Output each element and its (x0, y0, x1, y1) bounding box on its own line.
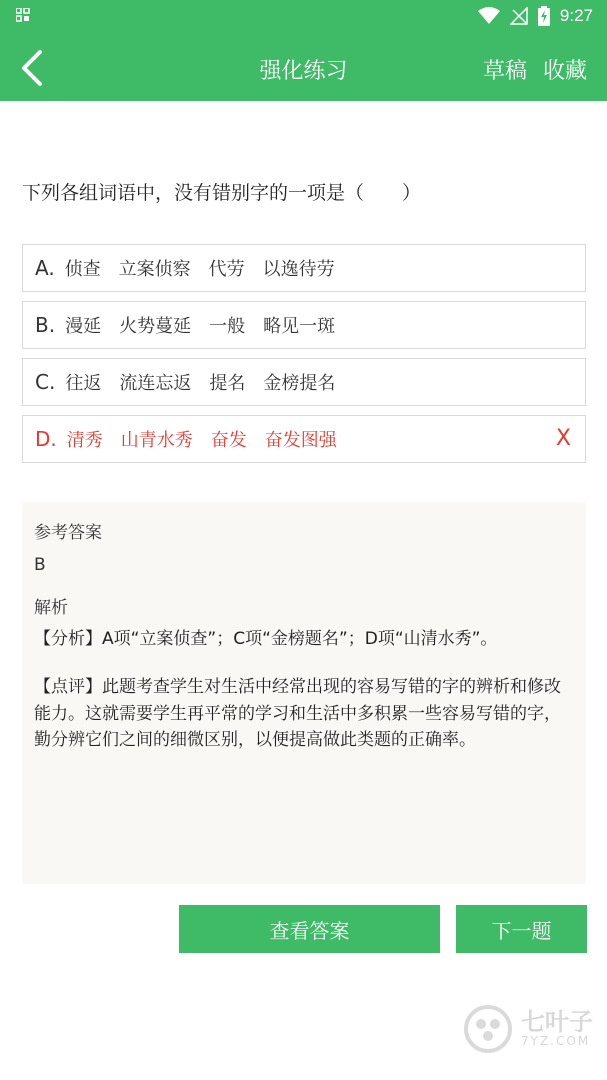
page-title: 强化练习 (259, 59, 348, 84)
options-list (22, 244, 586, 472)
analysis-text: 【分析】A项“立案侦查”；C项“金榜题名”；D项“山清水秀”。 (34, 629, 498, 649)
option-b[interactable] (22, 301, 586, 349)
option-letter: A. (35, 256, 55, 280)
option-c[interactable] (22, 358, 586, 406)
reference-answer-label: 参考答案 (34, 523, 102, 543)
view-answer-button[interactable]: 查看答案 (179, 905, 440, 953)
status-time: 9:27 (559, 6, 593, 25)
status-bar (0, 0, 607, 34)
leaf-logo-icon (463, 1004, 513, 1054)
no-signal-icon (510, 7, 528, 25)
watermark-main-text: 七叶子 (521, 1008, 593, 1037)
watermark-logo (463, 1004, 593, 1054)
option-a[interactable] (22, 244, 586, 292)
option-text: 漫延 火势蔓延 一般 略见一斑 (65, 316, 336, 337)
analysis-label: 解析 (34, 598, 68, 618)
battery-charging-icon (538, 6, 550, 26)
option-letter: C. (35, 370, 56, 394)
draft-button[interactable]: 草稿 (482, 59, 527, 84)
comment-text: 【点评】此题考查学生对生活中经常出现的容易写错的字的辨析和修改能力。这就需要学生再平常的学习和生活中多积累一些容易写错的字，勤分辨它们之间的细微区别，以便提高做此类题的正确率。 (34, 677, 561, 751)
question-text: 下列各组词语中，没有错别字的一项是（ ） (22, 182, 422, 204)
option-text: 清秀 山青水秀 奋发 奋发图强 (66, 430, 337, 451)
favorite-button[interactable]: 收藏 (542, 59, 587, 84)
option-d[interactable] (22, 415, 586, 463)
watermark-sub-text: 7YZ.COM (521, 1034, 591, 1049)
option-text: 往返 流连忘返 提名 金榜提名 (65, 373, 336, 394)
answer-panel (22, 502, 586, 884)
option-text: 侦查 立案侦察 代劳 以逸待劳 (64, 259, 335, 280)
wifi-icon (478, 7, 500, 25)
wrong-mark-icon: X (555, 426, 571, 451)
next-question-button[interactable]: 下一题 (456, 905, 587, 953)
app-bar (0, 34, 607, 101)
app-grid-icon (16, 8, 30, 22)
option-letter: B. (35, 313, 56, 337)
option-letter: D. (35, 427, 57, 451)
reference-answer-value: B (34, 555, 46, 575)
